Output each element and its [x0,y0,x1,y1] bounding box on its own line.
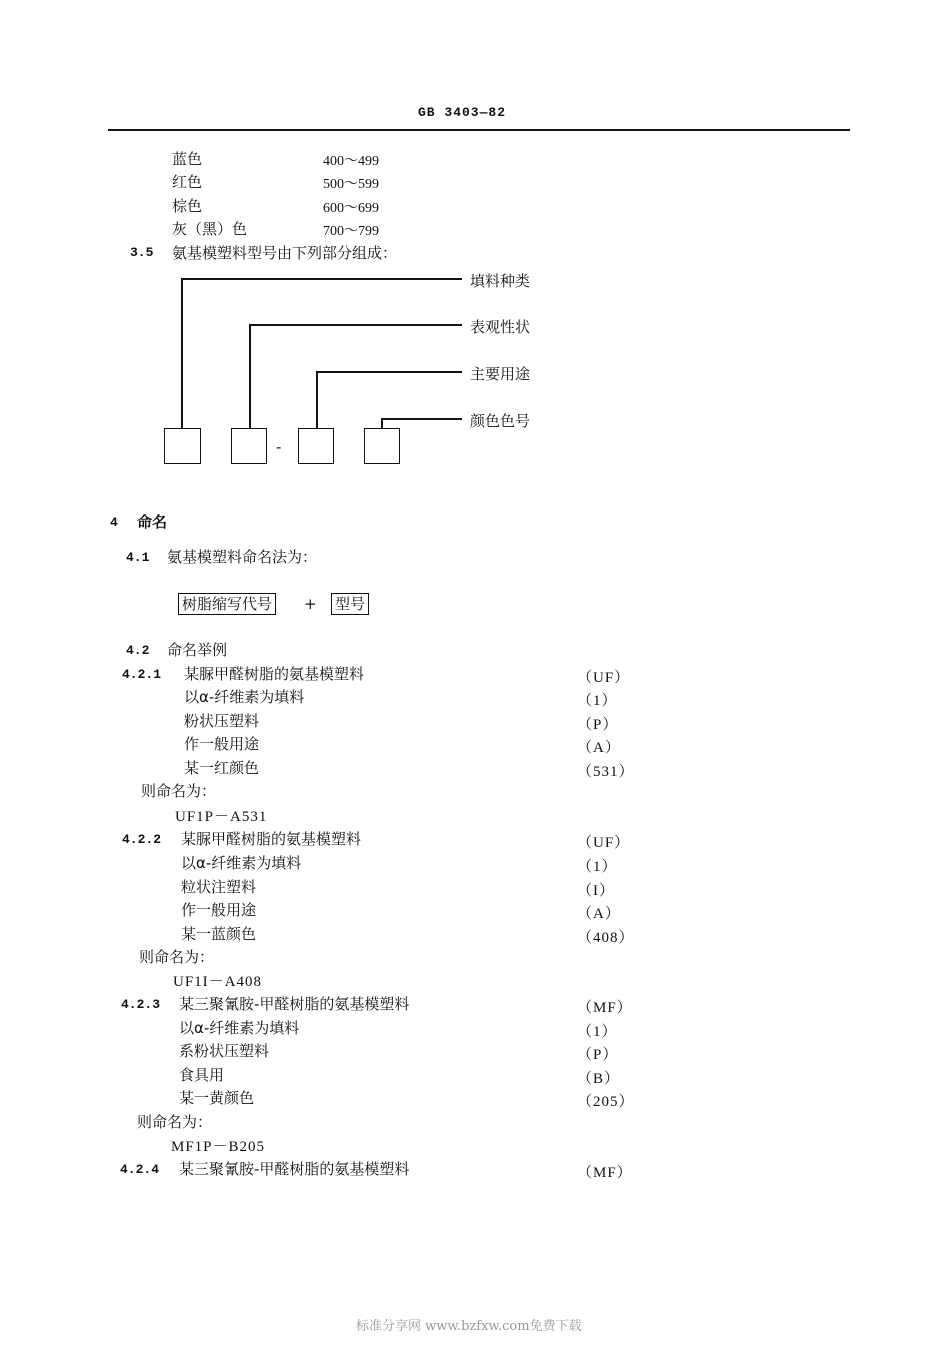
example-line: 某一蓝颜色 [181,925,257,943]
example-number: 4.2.3 [121,997,161,1012]
example-line: 以α-纤维素为填料 [179,1019,300,1037]
example-result: UF1P－A531 [175,809,268,825]
diagram-line [249,324,462,326]
example-line: 某一红颜色 [184,759,260,777]
section-text: 氨基模塑料型号由下列部分组成： [172,244,398,262]
example-code: （1） [577,1024,618,1040]
model-box-filler [164,428,201,464]
example-code: （B） [577,1071,621,1087]
diagram-label: 填料种类 [470,272,531,290]
example-line: 系粉状压塑料 [179,1042,270,1060]
color-name: 灰（黑）色 [172,220,248,238]
section-number: 4.2 [126,643,150,658]
example-line: 某三聚氰胺-甲醛树脂的氨基模塑料 [179,1160,410,1178]
color-range: 400～499 [323,154,379,169]
diagram-line [249,324,251,429]
header-rule [108,129,850,131]
example-code: （P） [577,1047,619,1063]
diagram-line [381,418,462,420]
example-code: （408） [577,930,635,946]
document-header: GB 3403—82 [418,105,507,120]
example-result: UF1I－A408 [173,974,263,990]
section-text: 氨基模塑料命名法为： [167,548,318,566]
section-number: 4 [110,515,118,530]
example-line: 以α-纤维素为填料 [184,688,305,706]
example-number: 4.2.4 [120,1162,160,1177]
example-result: MF1P－B205 [171,1139,266,1155]
color-name: 红色 [172,173,203,191]
example-code: （531） [577,764,635,780]
color-range: 700～799 [323,224,379,239]
diagram-line [316,371,318,429]
model-box-form [231,428,267,464]
example-line: 作一般用途 [184,735,260,753]
example-number: 4.2.1 [122,667,162,682]
formula-plus: + [304,595,317,613]
example-code: （I） [577,883,615,899]
section-text: 命名举例 [167,641,228,659]
example-then: 则命名为： [139,948,215,966]
diagram-line [316,371,462,373]
example-then: 则命名为： [137,1113,213,1131]
formula-model: 型号 [331,593,369,615]
example-code: （MF） [577,1165,633,1181]
color-range: 600～699 [323,201,379,216]
example-code: （A） [577,906,621,922]
example-number: 4.2.2 [122,832,162,847]
example-code: （P） [577,717,619,733]
example-line: 某一黄颜色 [179,1089,255,1107]
diagram-label: 主要用途 [470,365,531,383]
example-line: 作一般用途 [181,901,257,919]
example-line: 食具用 [179,1066,225,1084]
diagram-label: 颜色色号 [470,412,531,430]
example-code: （205） [577,1094,635,1110]
example-line: 某脲甲醛树脂的氨基模塑料 [184,665,365,683]
diagram-dash: - [276,438,282,456]
example-code: （UF） [577,835,631,851]
example-line: 粒状注塑料 [181,878,257,896]
diagram-line [181,278,183,429]
example-then: 则命名为： [141,782,217,800]
example-line: 粉状压塑料 [184,712,260,730]
color-name: 蓝色 [172,150,203,168]
section-number: 3.5 [130,245,154,260]
section-number: 4.1 [126,550,150,565]
example-code: （MF） [577,1000,633,1016]
example-code: （1） [577,693,618,709]
diagram-label: 表观性状 [470,318,531,336]
color-range: 500～599 [323,177,379,192]
model-box-use [298,428,334,464]
example-line: 以α-纤维素为填料 [181,854,302,872]
formula-resin-abbreviation: 树脂缩写代号 [178,593,276,615]
model-box-color [364,428,400,464]
example-code: （UF） [577,670,631,686]
section-heading: 命名 [137,513,168,531]
example-code: （A） [577,740,621,756]
example-code: （1） [577,859,618,875]
color-name: 棕色 [172,197,203,215]
example-line: 某脲甲醛树脂的氨基模塑料 [181,830,362,848]
example-line: 某三聚氰胺-甲醛树脂的氨基模塑料 [179,995,410,1013]
diagram-line [181,278,462,280]
footer-watermark: 标准分享网 www.bzfxw.com免费下载 [356,1319,582,1334]
